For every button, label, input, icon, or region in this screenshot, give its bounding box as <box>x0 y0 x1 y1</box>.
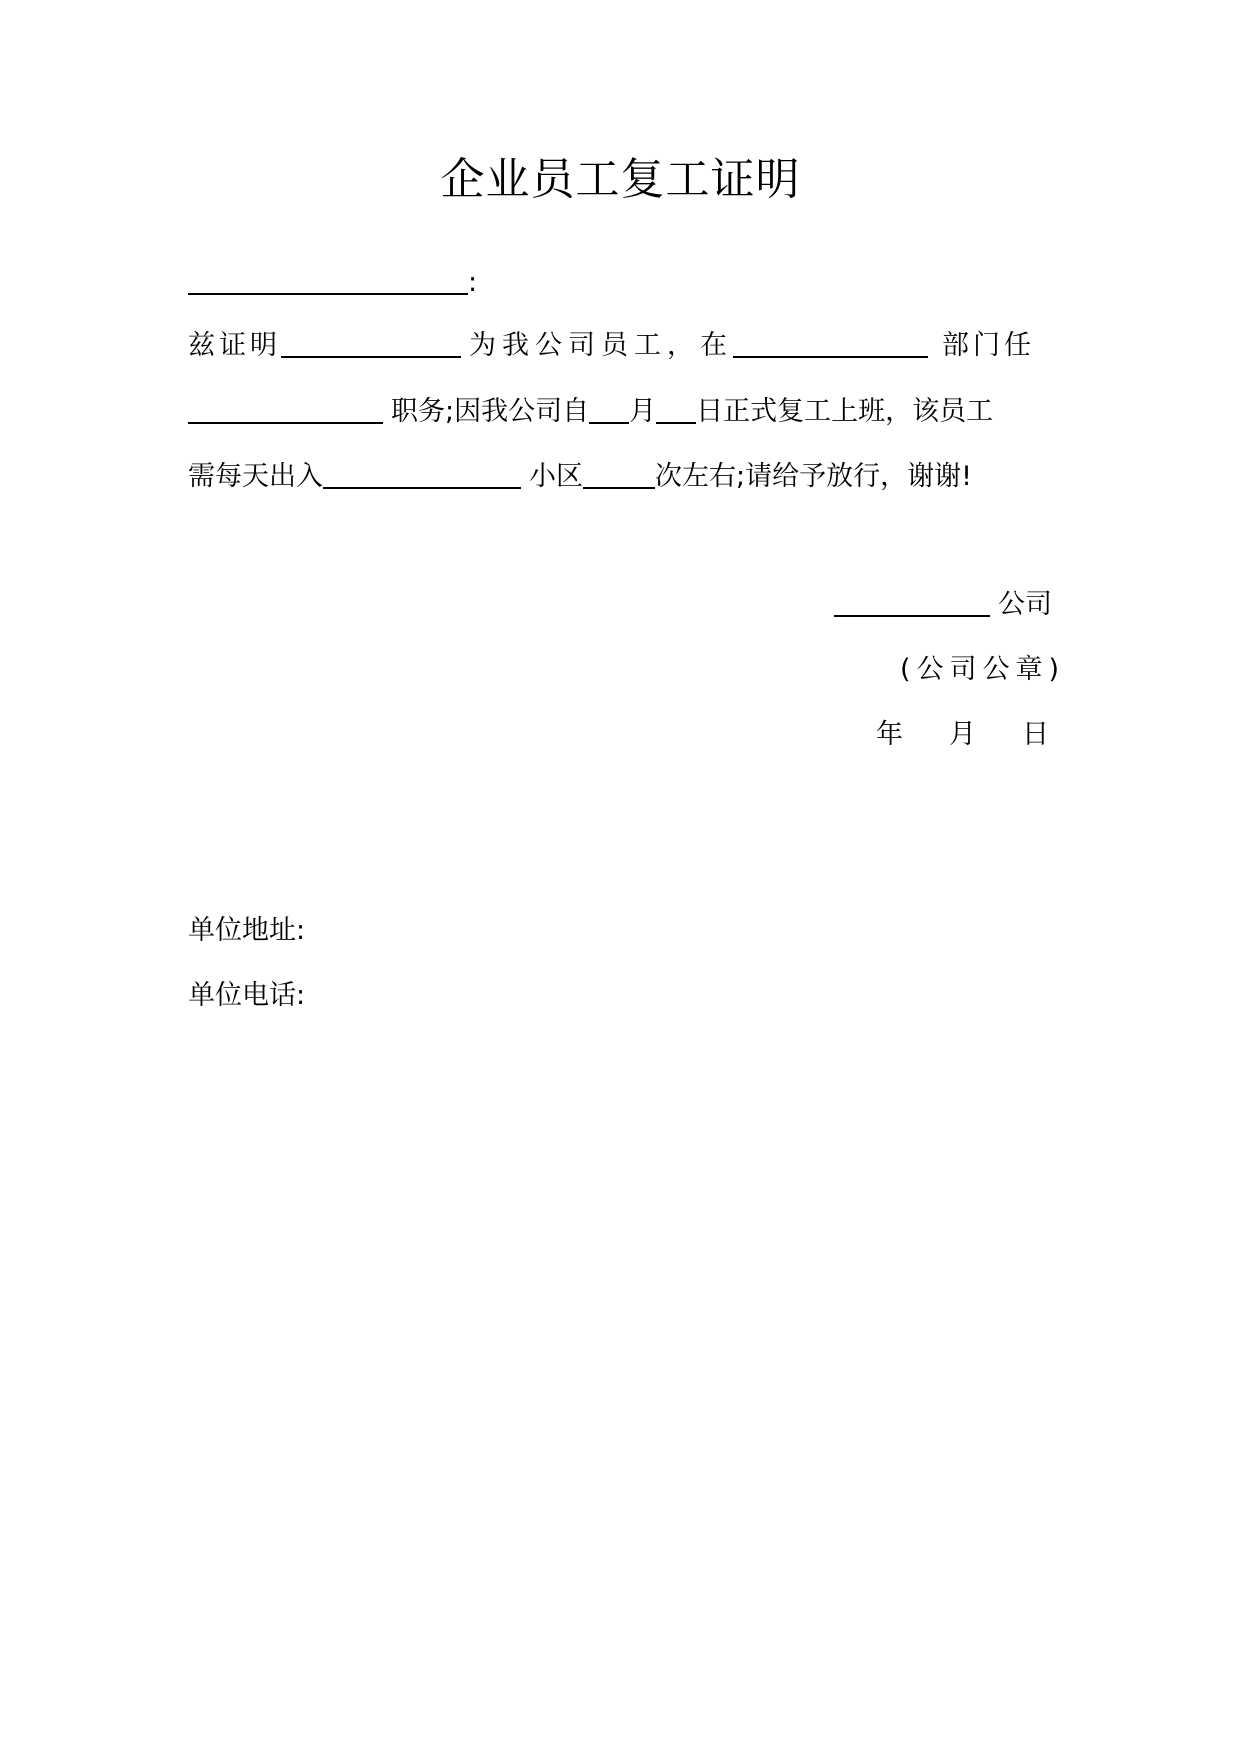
para-text: 月 <box>629 396 657 427</box>
department-blank[interactable] <box>733 326 928 358</box>
company-name-blank[interactable] <box>834 585 990 617</box>
para-text: 需每天出入 <box>188 461 323 492</box>
para-text: 日正式复工上班，该员工 <box>696 396 994 427</box>
addressee-blank[interactable] <box>188 263 468 295</box>
document-title: 企业员工复工证明 <box>440 154 801 205</box>
paragraph-line-2 <box>188 392 993 432</box>
community-blank[interactable] <box>323 457 521 489</box>
para-text: 职务;因我公司自 <box>391 396 590 427</box>
day-blank[interactable] <box>656 392 696 424</box>
month-label: 月 <box>949 719 976 750</box>
para-text: 次左右;请给予放行，谢谢! <box>655 461 972 492</box>
phone-label: 单位电话: <box>188 980 306 1011</box>
month-blank[interactable] <box>589 392 629 424</box>
paragraph-line-3 <box>188 457 972 497</box>
salutation-colon: : <box>468 267 478 298</box>
address-label: 单位地址: <box>188 915 306 946</box>
company-signature-line <box>834 585 1052 625</box>
year-label: 年 <box>876 719 903 750</box>
salutation-line <box>188 263 477 303</box>
paragraph-line-1 <box>188 326 1035 366</box>
position-blank[interactable] <box>188 392 383 424</box>
date-line <box>0 715 1241 755</box>
day-label: 日 <box>1022 719 1049 750</box>
para-text: 兹证明 <box>188 330 281 361</box>
para-text: 部门任 <box>942 330 1035 361</box>
employee-name-blank[interactable] <box>281 326 461 358</box>
company-seal-label: (公司公章) <box>900 654 1066 685</box>
para-text: 小区 <box>529 461 583 492</box>
company-label: 公司 <box>998 589 1052 620</box>
para-text: 为我公司员工，在 <box>469 330 733 361</box>
times-blank[interactable] <box>583 457 655 489</box>
